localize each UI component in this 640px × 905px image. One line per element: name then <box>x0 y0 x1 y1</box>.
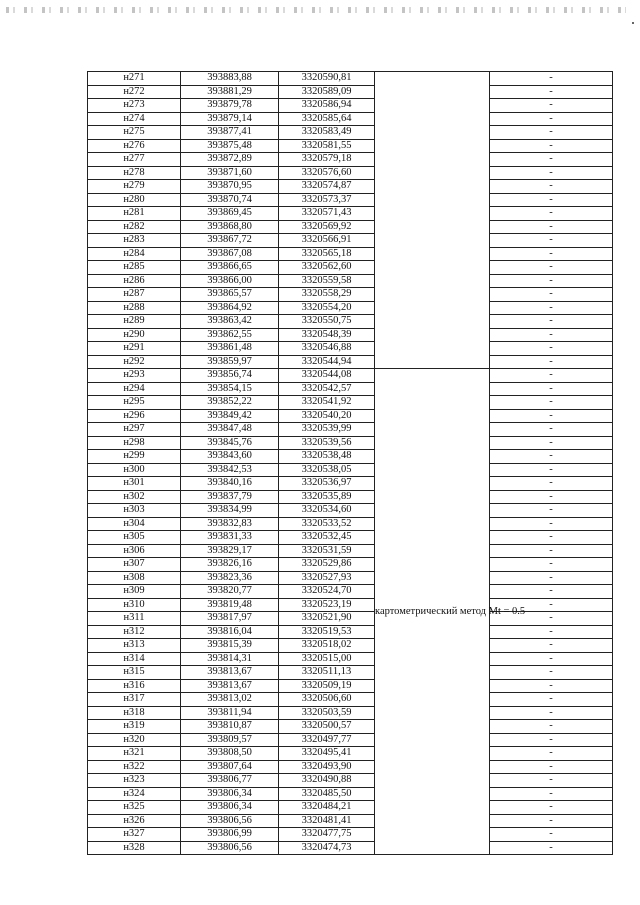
dash-cell: - <box>490 153 613 167</box>
point-name-cell: н292 <box>88 355 181 369</box>
y-coordinate-cell: 3320536,97 <box>279 477 375 491</box>
y-coordinate-cell: 3320565,18 <box>279 247 375 261</box>
dash-cell: - <box>490 747 613 761</box>
y-coordinate-cell: 3320485,50 <box>279 787 375 801</box>
y-coordinate-cell: 3320531,59 <box>279 544 375 558</box>
y-coordinate-cell: 3320542,57 <box>279 382 375 396</box>
y-coordinate-cell: 3320573,37 <box>279 193 375 207</box>
table-row <box>88 625 613 639</box>
x-coordinate-cell: 393847,48 <box>181 423 279 437</box>
y-coordinate-cell: 3320574,87 <box>279 180 375 194</box>
x-coordinate-cell: 393819,48 <box>181 598 279 612</box>
x-coordinate-cell: 393823,36 <box>181 571 279 585</box>
point-name-cell: н299 <box>88 450 181 464</box>
y-coordinate-cell: 3320581,55 <box>279 139 375 153</box>
point-name-cell: н282 <box>88 220 181 234</box>
x-coordinate-cell: 393810,87 <box>181 720 279 734</box>
table-row <box>88 436 613 450</box>
table-row <box>88 679 613 693</box>
table-row <box>88 247 613 261</box>
y-coordinate-cell: 3320503,59 <box>279 706 375 720</box>
x-coordinate-cell: 393806,34 <box>181 801 279 815</box>
point-name-cell: н321 <box>88 747 181 761</box>
y-coordinate-cell: 3320544,94 <box>279 355 375 369</box>
table-row <box>88 396 613 410</box>
y-coordinate-cell: 3320583,49 <box>279 126 375 140</box>
point-name-cell: н298 <box>88 436 181 450</box>
x-coordinate-cell: 393806,99 <box>181 828 279 842</box>
point-name-cell: н322 <box>88 760 181 774</box>
method-cell-empty <box>375 72 490 369</box>
point-name-cell: н303 <box>88 504 181 518</box>
x-coordinate-cell: 393862,55 <box>181 328 279 342</box>
y-coordinate-cell: 3320559,58 <box>279 274 375 288</box>
table-row <box>88 207 613 221</box>
dash-cell: - <box>490 544 613 558</box>
dash-cell: - <box>490 342 613 356</box>
dash-cell: - <box>490 301 613 315</box>
y-coordinate-cell: 3320579,18 <box>279 153 375 167</box>
point-name-cell: н320 <box>88 733 181 747</box>
y-coordinate-cell: 3320539,56 <box>279 436 375 450</box>
table-row <box>88 747 613 761</box>
y-coordinate-cell: 3320589,09 <box>279 85 375 99</box>
table-row <box>88 166 613 180</box>
x-coordinate-cell: 393870,74 <box>181 193 279 207</box>
point-name-cell: н317 <box>88 693 181 707</box>
table-row <box>88 598 613 612</box>
point-name-cell: н275 <box>88 126 181 140</box>
coordinates-table-body <box>88 72 613 855</box>
x-coordinate-cell: 393816,04 <box>181 625 279 639</box>
x-coordinate-cell: 393870,95 <box>181 180 279 194</box>
table-row <box>88 801 613 815</box>
dash-cell: - <box>490 666 613 680</box>
x-coordinate-cell: 393826,16 <box>181 558 279 572</box>
y-coordinate-cell: 3320495,41 <box>279 747 375 761</box>
point-name-cell: н313 <box>88 639 181 653</box>
x-coordinate-cell: 393863,42 <box>181 315 279 329</box>
x-coordinate-cell: 393875,48 <box>181 139 279 153</box>
point-name-cell: н314 <box>88 652 181 666</box>
y-coordinate-cell: 3320562,60 <box>279 261 375 275</box>
dash-cell: - <box>490 814 613 828</box>
table-row <box>88 99 613 113</box>
table-row <box>88 517 613 531</box>
dash-cell: - <box>490 409 613 423</box>
x-coordinate-cell: 393865,57 <box>181 288 279 302</box>
x-coordinate-cell: 393808,50 <box>181 747 279 761</box>
point-name-cell: н319 <box>88 720 181 734</box>
y-coordinate-cell: 3320538,05 <box>279 463 375 477</box>
table-row <box>88 139 613 153</box>
dash-cell: - <box>490 652 613 666</box>
y-coordinate-cell: 3320506,60 <box>279 693 375 707</box>
dash-cell: - <box>490 720 613 734</box>
dash-cell: - <box>490 72 613 86</box>
dash-cell: - <box>490 463 613 477</box>
dash-cell: - <box>490 787 613 801</box>
dash-cell: - <box>490 504 613 518</box>
y-coordinate-cell: 3320576,60 <box>279 166 375 180</box>
dash-cell: - <box>490 760 613 774</box>
y-coordinate-cell: 3320515,00 <box>279 652 375 666</box>
x-coordinate-cell: 393837,79 <box>181 490 279 504</box>
dash-cell: - <box>490 436 613 450</box>
x-coordinate-cell: 393813,02 <box>181 693 279 707</box>
y-coordinate-cell: 3320571,43 <box>279 207 375 221</box>
x-coordinate-cell: 393831,33 <box>181 531 279 545</box>
table-row <box>88 220 613 234</box>
dash-cell: - <box>490 706 613 720</box>
table-row <box>88 355 613 369</box>
point-name-cell: н324 <box>88 787 181 801</box>
dash-cell: - <box>490 207 613 221</box>
point-name-cell: н288 <box>88 301 181 315</box>
point-name-cell: н306 <box>88 544 181 558</box>
dash-cell: - <box>490 288 613 302</box>
x-coordinate-cell: 393869,45 <box>181 207 279 221</box>
table-row <box>88 315 613 329</box>
dash-cell: - <box>490 558 613 572</box>
point-name-cell: н312 <box>88 625 181 639</box>
dash-cell: - <box>490 166 613 180</box>
point-name-cell: н323 <box>88 774 181 788</box>
y-coordinate-cell: 3320554,20 <box>279 301 375 315</box>
point-name-cell: н281 <box>88 207 181 221</box>
dash-cell: - <box>490 126 613 140</box>
point-name-cell: н297 <box>88 423 181 437</box>
dash-cell: - <box>490 382 613 396</box>
y-coordinate-cell: 3320569,92 <box>279 220 375 234</box>
point-name-cell: н283 <box>88 234 181 248</box>
dash-cell: - <box>490 396 613 410</box>
x-coordinate-cell: 393845,76 <box>181 436 279 450</box>
y-coordinate-cell: 3320533,52 <box>279 517 375 531</box>
point-name-cell: н300 <box>88 463 181 477</box>
x-coordinate-cell: 393832,83 <box>181 517 279 531</box>
point-name-cell: н284 <box>88 247 181 261</box>
x-coordinate-cell: 393809,57 <box>181 733 279 747</box>
dash-cell: - <box>490 139 613 153</box>
point-name-cell: н301 <box>88 477 181 491</box>
x-coordinate-cell: 393864,92 <box>181 301 279 315</box>
point-name-cell: н308 <box>88 571 181 585</box>
point-name-cell: н290 <box>88 328 181 342</box>
y-coordinate-cell: 3320541,92 <box>279 396 375 410</box>
dash-cell: - <box>490 598 613 612</box>
dash-cell: - <box>490 220 613 234</box>
dash-cell: - <box>490 423 613 437</box>
y-coordinate-cell: 3320527,93 <box>279 571 375 585</box>
table-row <box>88 409 613 423</box>
y-coordinate-cell: 3320511,13 <box>279 666 375 680</box>
x-coordinate-cell: 393852,22 <box>181 396 279 410</box>
dash-cell: - <box>490 355 613 369</box>
dash-cell: - <box>490 693 613 707</box>
table-row <box>88 261 613 275</box>
dash-cell: - <box>490 828 613 842</box>
dash-cell: - <box>490 841 613 855</box>
point-name-cell: н327 <box>88 828 181 842</box>
point-name-cell: н318 <box>88 706 181 720</box>
table-row <box>88 288 613 302</box>
point-name-cell: н279 <box>88 180 181 194</box>
table-row <box>88 733 613 747</box>
table-row <box>88 274 613 288</box>
point-name-cell: н278 <box>88 166 181 180</box>
table-row <box>88 301 613 315</box>
x-coordinate-cell: 393871,60 <box>181 166 279 180</box>
x-coordinate-cell: 393866,65 <box>181 261 279 275</box>
table-row <box>88 153 613 167</box>
x-coordinate-cell: 393854,15 <box>181 382 279 396</box>
point-name-cell: н296 <box>88 409 181 423</box>
dash-cell: - <box>490 261 613 275</box>
dash-cell: - <box>490 328 613 342</box>
point-name-cell: н305 <box>88 531 181 545</box>
point-name-cell: н325 <box>88 801 181 815</box>
y-coordinate-cell: 3320586,94 <box>279 99 375 113</box>
table-row <box>88 639 613 653</box>
x-coordinate-cell: 393815,39 <box>181 639 279 653</box>
scan-header-noise <box>6 7 626 13</box>
y-coordinate-cell: 3320590,81 <box>279 72 375 86</box>
point-name-cell: н287 <box>88 288 181 302</box>
table-row <box>88 760 613 774</box>
point-name-cell: н304 <box>88 517 181 531</box>
point-name-cell: н289 <box>88 315 181 329</box>
x-coordinate-cell: 393879,14 <box>181 112 279 126</box>
point-name-cell: н316 <box>88 679 181 693</box>
x-coordinate-cell: 393872,89 <box>181 153 279 167</box>
y-coordinate-cell: 3320518,02 <box>279 639 375 653</box>
y-coordinate-cell: 3320558,29 <box>279 288 375 302</box>
dash-cell: - <box>490 274 613 288</box>
dash-cell: - <box>490 612 613 626</box>
point-name-cell: н274 <box>88 112 181 126</box>
x-coordinate-cell: 393806,77 <box>181 774 279 788</box>
table-row <box>88 841 613 855</box>
dash-cell: - <box>490 774 613 788</box>
x-coordinate-cell: 393811,94 <box>181 706 279 720</box>
x-coordinate-cell: 393806,56 <box>181 841 279 855</box>
dash-cell: - <box>490 801 613 815</box>
dash-cell: - <box>490 517 613 531</box>
x-coordinate-cell: 393840,16 <box>181 477 279 491</box>
x-coordinate-cell: 393879,78 <box>181 99 279 113</box>
point-name-cell: н277 <box>88 153 181 167</box>
table-row <box>88 382 613 396</box>
y-coordinate-cell: 3320534,60 <box>279 504 375 518</box>
x-coordinate-cell: 393861,48 <box>181 342 279 356</box>
table-row <box>88 558 613 572</box>
dash-cell: - <box>490 531 613 545</box>
y-coordinate-cell: 3320538,48 <box>279 450 375 464</box>
dash-cell: - <box>490 477 613 491</box>
x-coordinate-cell: 393813,67 <box>181 666 279 680</box>
dash-cell: - <box>490 450 613 464</box>
table-row <box>88 828 613 842</box>
table-row <box>88 72 613 86</box>
table-row <box>88 423 613 437</box>
y-coordinate-cell: 3320540,20 <box>279 409 375 423</box>
dash-cell: - <box>490 193 613 207</box>
dash-cell: - <box>490 85 613 99</box>
point-name-cell: н291 <box>88 342 181 356</box>
table-row <box>88 463 613 477</box>
table-row <box>88 450 613 464</box>
dash-cell: - <box>490 625 613 639</box>
x-coordinate-cell: 393883,88 <box>181 72 279 86</box>
x-coordinate-cell: 393859,97 <box>181 355 279 369</box>
table-row <box>88 531 613 545</box>
table-row <box>88 706 613 720</box>
x-coordinate-cell: 393868,80 <box>181 220 279 234</box>
x-coordinate-cell: 393820,77 <box>181 585 279 599</box>
point-name-cell: н293 <box>88 369 181 383</box>
dash-cell: - <box>490 180 613 194</box>
dash-cell: - <box>490 733 613 747</box>
y-coordinate-cell: 3320585,64 <box>279 112 375 126</box>
table-row <box>88 342 613 356</box>
y-coordinate-cell: 3320544,08 <box>279 369 375 383</box>
table-row <box>88 85 613 99</box>
x-coordinate-cell: 393867,72 <box>181 234 279 248</box>
dash-cell: - <box>490 369 613 383</box>
y-coordinate-cell: 3320484,21 <box>279 801 375 815</box>
y-coordinate-cell: 3320550,75 <box>279 315 375 329</box>
point-name-cell: н280 <box>88 193 181 207</box>
point-name-cell: н271 <box>88 72 181 86</box>
point-name-cell: н307 <box>88 558 181 572</box>
table-row <box>88 612 613 626</box>
y-coordinate-cell: 3320529,86 <box>279 558 375 572</box>
x-coordinate-cell: 393881,29 <box>181 85 279 99</box>
method-cell: картометрический метод Mt = 0.5 <box>375 369 490 855</box>
y-coordinate-cell: 3320532,45 <box>279 531 375 545</box>
y-coordinate-cell: 3320490,88 <box>279 774 375 788</box>
y-coordinate-cell: 3320535,89 <box>279 490 375 504</box>
scan-speck <box>632 22 634 24</box>
y-coordinate-cell: 3320477,75 <box>279 828 375 842</box>
table-row <box>88 693 613 707</box>
x-coordinate-cell: 393806,56 <box>181 814 279 828</box>
point-name-cell: н311 <box>88 612 181 626</box>
table-row <box>88 585 613 599</box>
point-name-cell: н295 <box>88 396 181 410</box>
x-coordinate-cell: 393814,31 <box>181 652 279 666</box>
table-row <box>88 112 613 126</box>
y-coordinate-cell: 3320521,90 <box>279 612 375 626</box>
y-coordinate-cell: 3320474,73 <box>279 841 375 855</box>
table-row <box>88 652 613 666</box>
point-name-cell: н286 <box>88 274 181 288</box>
dash-cell: - <box>490 639 613 653</box>
table-row <box>88 504 613 518</box>
y-coordinate-cell: 3320519,53 <box>279 625 375 639</box>
point-name-cell: н294 <box>88 382 181 396</box>
table-row <box>88 666 613 680</box>
table-row <box>88 544 613 558</box>
table-row <box>88 180 613 194</box>
x-coordinate-cell: 393877,41 <box>181 126 279 140</box>
coordinates-table <box>87 71 613 855</box>
x-coordinate-cell: 393867,08 <box>181 247 279 261</box>
table-row <box>88 369 613 383</box>
dash-cell: - <box>490 315 613 329</box>
dash-cell: - <box>490 679 613 693</box>
y-coordinate-cell: 3320566,91 <box>279 234 375 248</box>
x-coordinate-cell: 393842,53 <box>181 463 279 477</box>
table-row <box>88 720 613 734</box>
dash-cell: - <box>490 571 613 585</box>
table-row <box>88 193 613 207</box>
point-name-cell: н309 <box>88 585 181 599</box>
table-row <box>88 234 613 248</box>
y-coordinate-cell: 3320523,19 <box>279 598 375 612</box>
point-name-cell: н302 <box>88 490 181 504</box>
table-row <box>88 787 613 801</box>
point-name-cell: н326 <box>88 814 181 828</box>
table-row <box>88 328 613 342</box>
x-coordinate-cell: 393829,17 <box>181 544 279 558</box>
y-coordinate-cell: 3320539,99 <box>279 423 375 437</box>
table-row <box>88 490 613 504</box>
x-coordinate-cell: 393843,60 <box>181 450 279 464</box>
y-coordinate-cell: 3320546,88 <box>279 342 375 356</box>
y-coordinate-cell: 3320524,70 <box>279 585 375 599</box>
point-name-cell: н315 <box>88 666 181 680</box>
x-coordinate-cell: 393813,67 <box>181 679 279 693</box>
table-row <box>88 774 613 788</box>
y-coordinate-cell: 3320497,77 <box>279 733 375 747</box>
point-name-cell: н285 <box>88 261 181 275</box>
y-coordinate-cell: 3320500,57 <box>279 720 375 734</box>
table-row <box>88 477 613 491</box>
dash-cell: - <box>490 490 613 504</box>
y-coordinate-cell: 3320548,39 <box>279 328 375 342</box>
y-coordinate-cell: 3320509,19 <box>279 679 375 693</box>
x-coordinate-cell: 393849,42 <box>181 409 279 423</box>
point-name-cell: н272 <box>88 85 181 99</box>
dash-cell: - <box>490 112 613 126</box>
dash-cell: - <box>490 585 613 599</box>
dash-cell: - <box>490 247 613 261</box>
x-coordinate-cell: 393817,97 <box>181 612 279 626</box>
y-coordinate-cell: 3320493,90 <box>279 760 375 774</box>
y-coordinate-cell: 3320481,41 <box>279 814 375 828</box>
point-name-cell: н310 <box>88 598 181 612</box>
point-name-cell: н273 <box>88 99 181 113</box>
x-coordinate-cell: 393866,00 <box>181 274 279 288</box>
x-coordinate-cell: 393834,99 <box>181 504 279 518</box>
dash-cell: - <box>490 234 613 248</box>
dash-cell: - <box>490 99 613 113</box>
table-row <box>88 814 613 828</box>
table-row <box>88 571 613 585</box>
point-name-cell: н328 <box>88 841 181 855</box>
x-coordinate-cell: 393807,64 <box>181 760 279 774</box>
x-coordinate-cell: 393806,34 <box>181 787 279 801</box>
table-row <box>88 126 613 140</box>
x-coordinate-cell: 393856,74 <box>181 369 279 383</box>
point-name-cell: н276 <box>88 139 181 153</box>
